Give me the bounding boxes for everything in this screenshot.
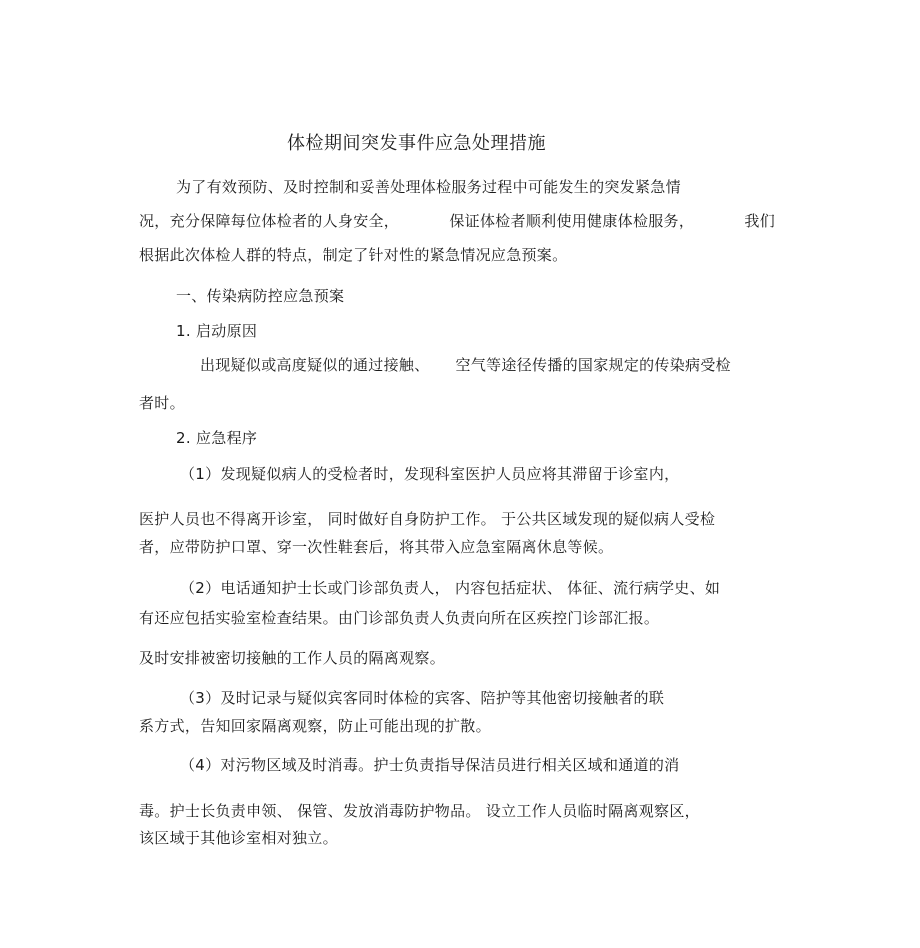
intro-line-1: 为了有效预防、及时控制和妥善处理体检服务过程中可能发生的突发紧急情 [176,178,681,196]
intro-line-2-part-c: 我们 [744,212,775,230]
intro-line-2-part-a: 况，充分保障每位体检者的人身安全， [139,212,400,230]
procedure-4-line-1: （4）对污物区域及时消毒。护士负责指导保洁员进行相关区域和通道的消 [180,756,680,774]
procedure-3-line-1: （3）及时记录与疑似宾客同时体检的宾客、陪护等其他密切接触者的联 [180,689,665,707]
procedure-4-line-3: 该区域于其他诊室相对独立。 [139,829,338,847]
item-1-heading: 1. 启动原因 [176,322,258,340]
procedure-3-line-2: 系方式，告知回家隔离观察，防止可能出现的扩散。 [139,717,491,735]
procedure-1-line-2: 医护人员也不得离开诊室， 同时做好自身防护工作。 于公共区域发现的疑似病人受检 [139,510,716,528]
item-1-line-1-part-a: 出现疑似或高度疑似的通过接触、 [200,356,430,374]
procedure-4-line-2: 毒。护士长负责申领、 保管、发放消毒防护物品。 设立工作人员临时隔离观察区， [139,802,700,820]
procedure-1-line-3: 者，应带防护口罩、穿一次性鞋套后，将其带入应急室隔离休息等候。 [139,538,614,556]
intro-line-2-part-b: 保证体检者顺利使用健康体检服务， [449,212,695,230]
item-1-line-1-part-b: 空气等途径传播的国家规定的传染病受检 [455,356,731,374]
procedure-1-line-1: （1）发现疑似病人的受检者时，发现科室医护人员应将其滞留于诊室内， [180,465,680,483]
intro-line-3: 根据此次体检人群的特点，制定了针对性的紧急情况应急预案。 [139,246,568,264]
item-1-line-1 [200,355,752,375]
document-title: 体检期间突发事件应急处理措施 [287,133,546,154]
item-1-line-2: 者时。 [139,394,185,412]
section-1-heading: 一、传染病防控应急预案 [176,287,345,305]
item-2-heading: 2. 应急程序 [176,429,258,447]
procedure-2-line-3: 及时安排被密切接触的工作人员的隔离观察。 [139,649,446,667]
procedure-2-line-2: 有还应包括实验室检查结果。由门诊部负责人负责向所在区疾控门诊部汇报。 [139,609,660,627]
procedure-2-line-1: （2）电话通知护士长或门诊部负责人， 内容包括症状、 体征、流行病学史、如 [180,579,721,597]
intro-line-2 [139,211,775,231]
